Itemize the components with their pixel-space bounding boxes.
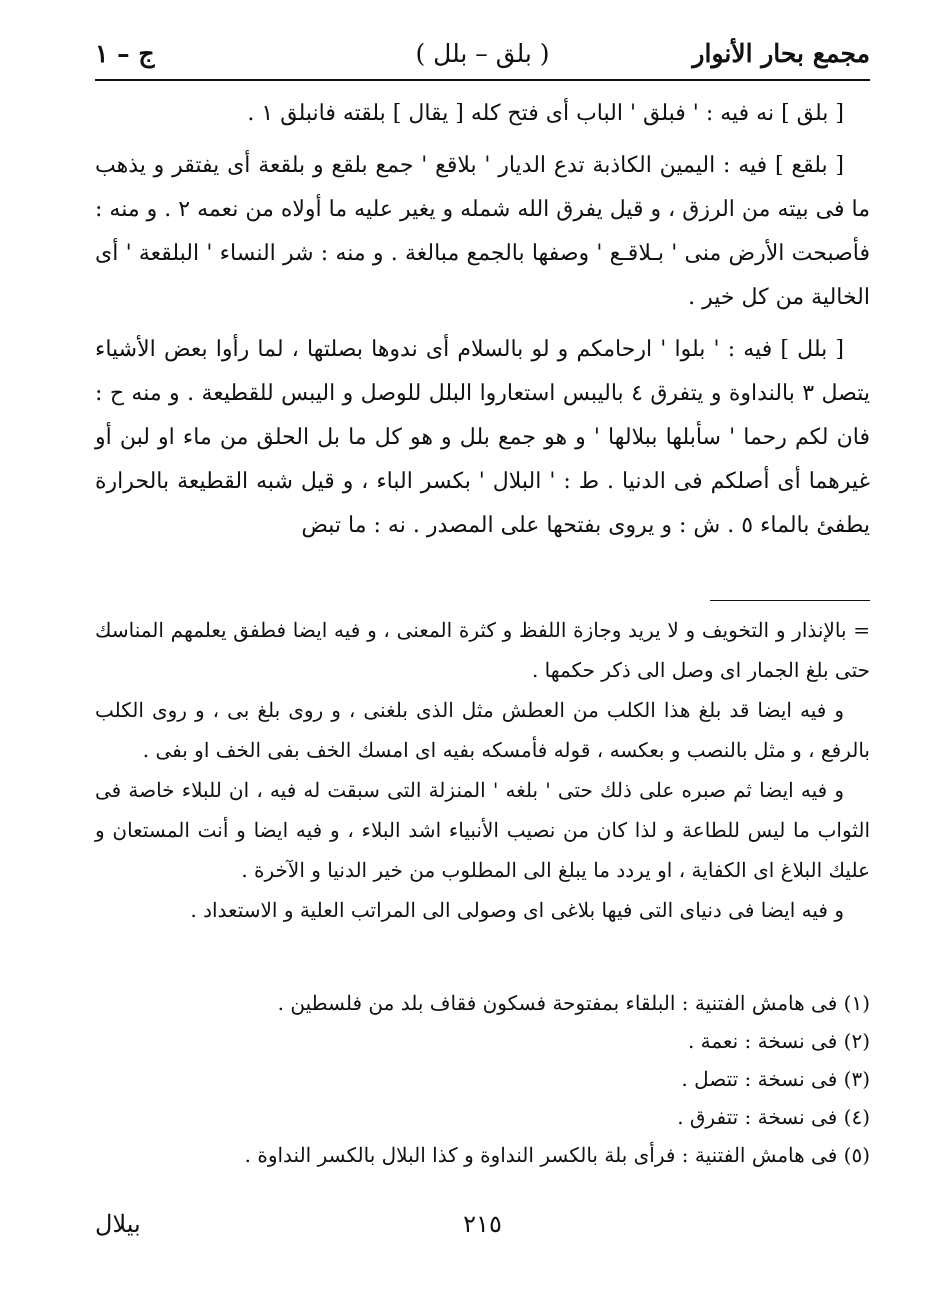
catchword: بيلال bbox=[95, 1210, 141, 1238]
page-header bbox=[95, 30, 870, 76]
footnote-5: (٥) فى هامش الفتنية : فرأى بلة بالكسر النداوة و كذا البلال بالكسر النداوة . bbox=[244, 1143, 870, 1167]
entry-balqa: [ بلقع ] فيه : اليمين الكاذبة تدع الديار ' بلاقع ' جمع بلقع و بلقعة أى يفتقر و يذهب ما فى بيته من الرزق ، و قيل يفرق الله شمله و يغير عليه ما أولاه من نعمه ٢ . و منه : فأصبحت الأرض منى ' بـلاقـع ' وصفها بالجمع مبالغة . و منه : شر النساء ' البلقعة ' أى الخالية من كل خير . bbox=[95, 153, 870, 310]
book-title: مجمع بحار الأنوار bbox=[692, 38, 870, 68]
entry-balaqa: [ بلق ] نه فيه : ' فبلق ' الباب أى فتح كله [ يقال ] بلقته فانبلق ١ . bbox=[247, 101, 844, 126]
page-number: ٢١٥ bbox=[463, 1210, 502, 1238]
note-paragraph: = بالإنذار و التخويف و لا يريد وجازة اللفظ و كثرة المعنى ، و فيه ايضا فطفق يعلمهم المناسك حتى بلغ الجمار اى وصل الى ذكر حكمها . bbox=[95, 618, 870, 682]
continued-notes bbox=[95, 610, 870, 930]
document-page bbox=[95, 22, 870, 1272]
note-paragraph: و فيه ايضا فى دنياى التى فيها بلاغى اى وصولى الى المراتب العلية و الاستعداد . bbox=[190, 898, 844, 922]
header-rule bbox=[95, 79, 870, 81]
footnotes bbox=[95, 984, 870, 1174]
footnote-4: (٤) فى نسخة : تتفرق . bbox=[677, 1105, 870, 1129]
note-paragraph: و فيه ايضا قد بلغ هذا الكلب من العطش مثل الذى بلغنى ، و روى بلغ بى ، و روى الكلب بالرفع ، و مثل بالنصب و بعكسه ، قوله فأمسكه بفيه اى امسك الخف بفى الخف او بفى . bbox=[95, 698, 870, 762]
main-entries bbox=[95, 92, 870, 548]
entry-balal: [ بلل ] فيه : ' بلوا ' ارحامكم و لو بالسلام أى ندوها بصلتها ، لما رأوا بعض الأشياء يتصل ٣ بالنداوة و يتفرق ٤ باليبس استعاروا البلل للوصل و اليبس للقطيعة . و منه ح : فان لكم رحما ' سأبلها ببلالها ' و هو جمع بلل و هو كل ما بل الحلق من ماء او لبن أو غيرهما أى أصلكم فى الدنيا . ط : ' البلال ' بكسر الباء ، و قيل شبه القطيعة بالحرارة يطفئ بالماء ٥ . ش : و يروى بفتحها على المصدر . نه : ما تبض bbox=[95, 337, 870, 538]
notes-separator bbox=[710, 600, 870, 601]
note-paragraph: و فيه ايضا ثم صبره على ذلك حتى ' بلغه ' المنزلة التى سبقت له فيه ، ان للبلاء خاصة فى الثواب ما ليس للطاعة و لذا كان من نصيب الأنبياء اشد البلاء ، و فيه ايضا و أنت المستعان و عليك البلاغ اى الكفاية ، او يردد ما يبلغ الى المطلوب من خير الدنيا و الآخرة . bbox=[95, 778, 870, 882]
footnote-2: (٢) فى نسخة : نعمة . bbox=[687, 1029, 870, 1053]
volume-label: ج – ١ bbox=[95, 38, 155, 68]
footnote-3: (٣) فى نسخة : تتصل . bbox=[681, 1067, 870, 1091]
page-footer bbox=[95, 1210, 870, 1250]
entry-range: ( بلق – بلل ) bbox=[415, 38, 550, 68]
footnote-1: (١) فى هامش الفتنية : البلقاء بمفتوحة فسكون فقاف بلد من فلسطين . bbox=[277, 991, 870, 1015]
